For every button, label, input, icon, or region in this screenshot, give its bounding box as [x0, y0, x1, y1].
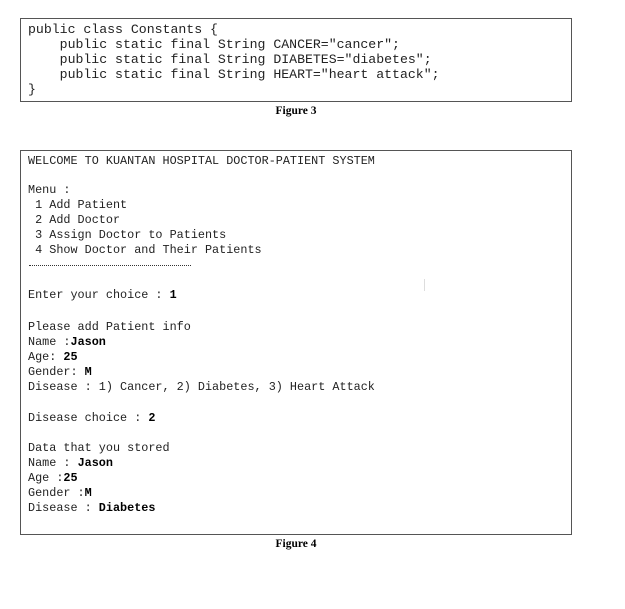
text-cursor-mark [424, 279, 428, 291]
choice-prompt: Enter your choice : [28, 288, 170, 302]
menu-item: 2 Add Doctor [28, 213, 121, 227]
gender-line [28, 365, 92, 379]
menu-divider [29, 265, 191, 266]
menu-item: 4 Show Doctor and Their Patients [28, 243, 262, 257]
code-line: } [28, 82, 36, 97]
choice-value: 1 [169, 288, 177, 302]
stored-name-label: Name : [28, 456, 78, 470]
name-line [28, 335, 106, 349]
gender-label: Gender: [28, 365, 85, 379]
stored-name-value: Jason [77, 456, 113, 470]
stored-disease-line [28, 501, 155, 515]
figure3-code-box [20, 18, 572, 102]
menu-item: 3 Assign Doctor to Patients [28, 228, 227, 242]
code-line: public static final String HEART="heart attack"; [28, 67, 440, 82]
gender-value: M [84, 365, 92, 379]
stored-age-value: 25 [63, 471, 78, 485]
figure3-caption: Figure 3 [275, 105, 317, 117]
stored-name-line [28, 456, 113, 470]
code-line: public static final String DIABETES="diabetes"; [28, 52, 432, 67]
age-label: Age: [28, 350, 64, 364]
name-label: Name : [28, 335, 71, 349]
stored-gender-label: Gender : [28, 486, 85, 500]
add-patient-title: Please add Patient info [28, 320, 191, 334]
stored-gender-value: M [84, 486, 92, 500]
code-line: public class Constants { [28, 22, 218, 37]
disease-options: Disease : 1) Cancer, 2) Diabetes, 3) Heart Attack [28, 380, 375, 394]
disease-choice-value: 2 [148, 411, 156, 425]
stored-title: Data that you stored [28, 441, 170, 455]
menu-item: 1 Add Patient [28, 198, 128, 212]
stored-age-line [28, 471, 78, 485]
stored-age-label: Age : [28, 471, 64, 485]
stored-gender-line [28, 486, 92, 500]
stored-disease-label: Disease : [28, 501, 99, 515]
disease-choice-label: Disease choice : [28, 411, 149, 425]
age-line [28, 350, 78, 364]
menu-title: Menu : [28, 183, 71, 197]
choice-line [28, 288, 177, 302]
figure4-console-box [20, 150, 572, 535]
name-value: Jason [70, 335, 106, 349]
disease-choice-line [28, 411, 155, 425]
console-header: WELCOME TO KUANTAN HOSPITAL DOCTOR-PATIENT SYSTEM [28, 154, 375, 168]
age-value: 25 [63, 350, 78, 364]
code-line: public static final String CANCER="cancer"; [28, 37, 400, 52]
stored-disease-value: Diabetes [98, 501, 156, 515]
figure4-caption: Figure 4 [275, 538, 317, 550]
